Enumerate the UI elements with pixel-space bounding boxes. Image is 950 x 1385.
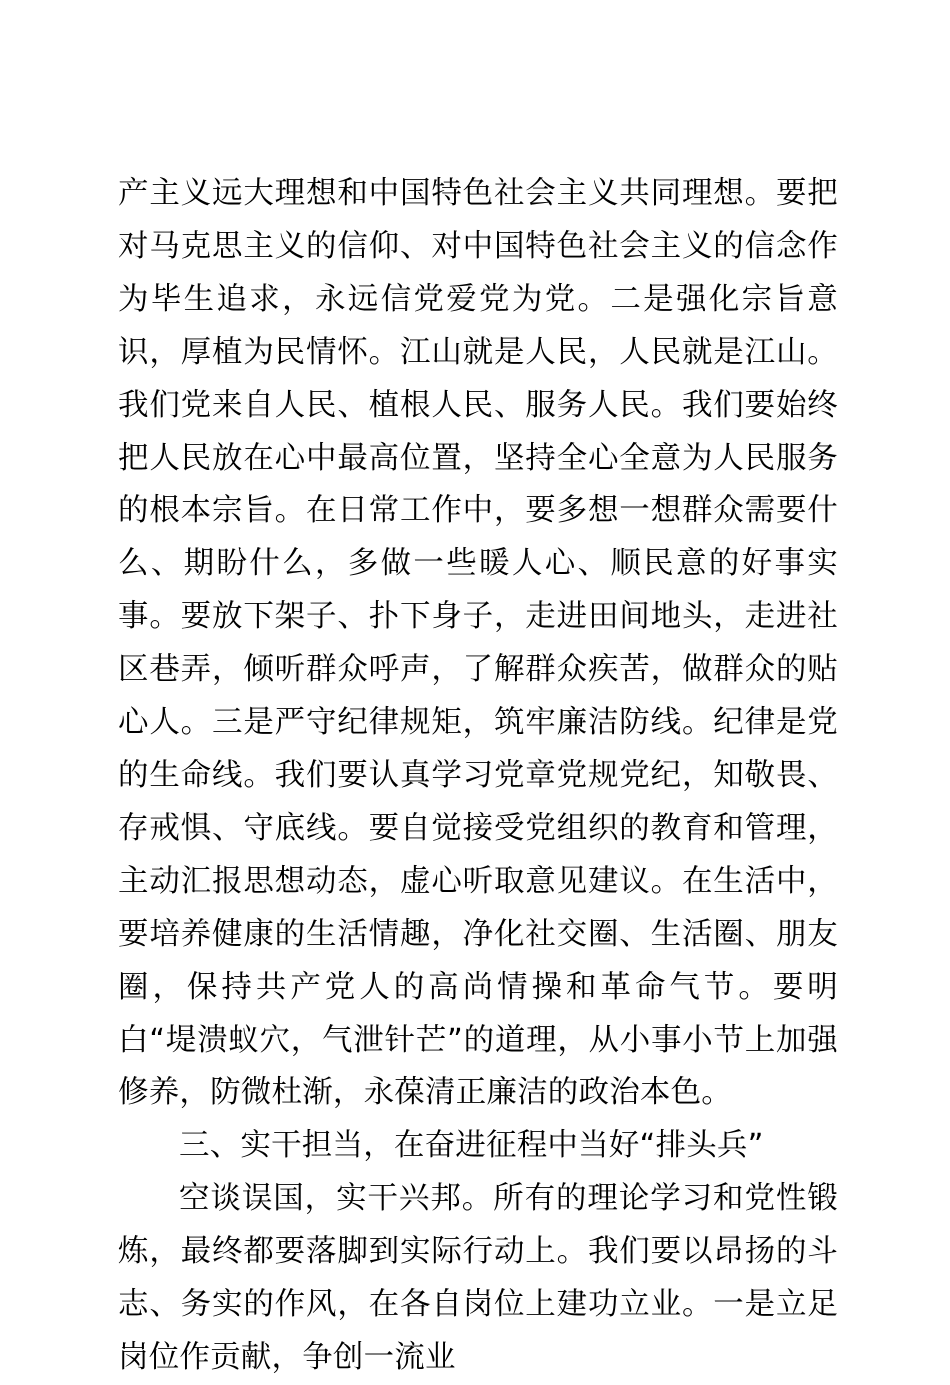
- paragraph-practice: 空谈误国，实干兴邦。所有的理论学习和党性锻炼，最终都要落脚到实际行动上。我们要以昂扬的斗志、务实的作风，在各自岗位上建功立业。一是立足岗位作贡献，争创一流业: [118, 1181, 838, 1375]
- paragraph-heading-three: 三、实干担当，在奋进征程中当好“排头兵”: [179, 1128, 764, 1164]
- paragraph-continued-ideals: 产主义远大理想和中国特色社会主义共同理想。要把对马克思主义的信仰、对中国特色社会主义的信念作为毕生追求，永远信党爱党为党。二是强化宗旨意识，厚植为民情怀。江山就是人民，人民就是江山。我们党来自人民、植根人民、服务人民。我们要始终把人民放在心中最高位置，坚持全心全意为人民服务的根本宗旨。在日常工作中，要多想一想群众需要什么、期盼什么，多做一些暖人心、顺民意的好事实事。要放下架子、扑下身子，走进田间地头，走进社区巷弄，倾听群众呼声，了解群众疾苦，做群众的贴心人。三是严守纪律规矩，筑牢廉洁防线。纪律是党的生命线。我们要认真学习党章党规党纪，知敬畏、存戒惧、守底线。要自觉接受党组织的教育和管理，主动汇报思想动态，虚心听取意见建议。在生活中，要培养健康的生活情趣，净化社交圈、生活圈、朋友圈，保持共产党人的高尚情操和革命气节。要明白“堤溃蚁穴，气泄针芒”的道理，从小事小节上加强修养，防微杜渐，永葆清正廉洁的政治本色。: [118, 176, 838, 1111]
- document-text-body: [118, 168, 838, 1385]
